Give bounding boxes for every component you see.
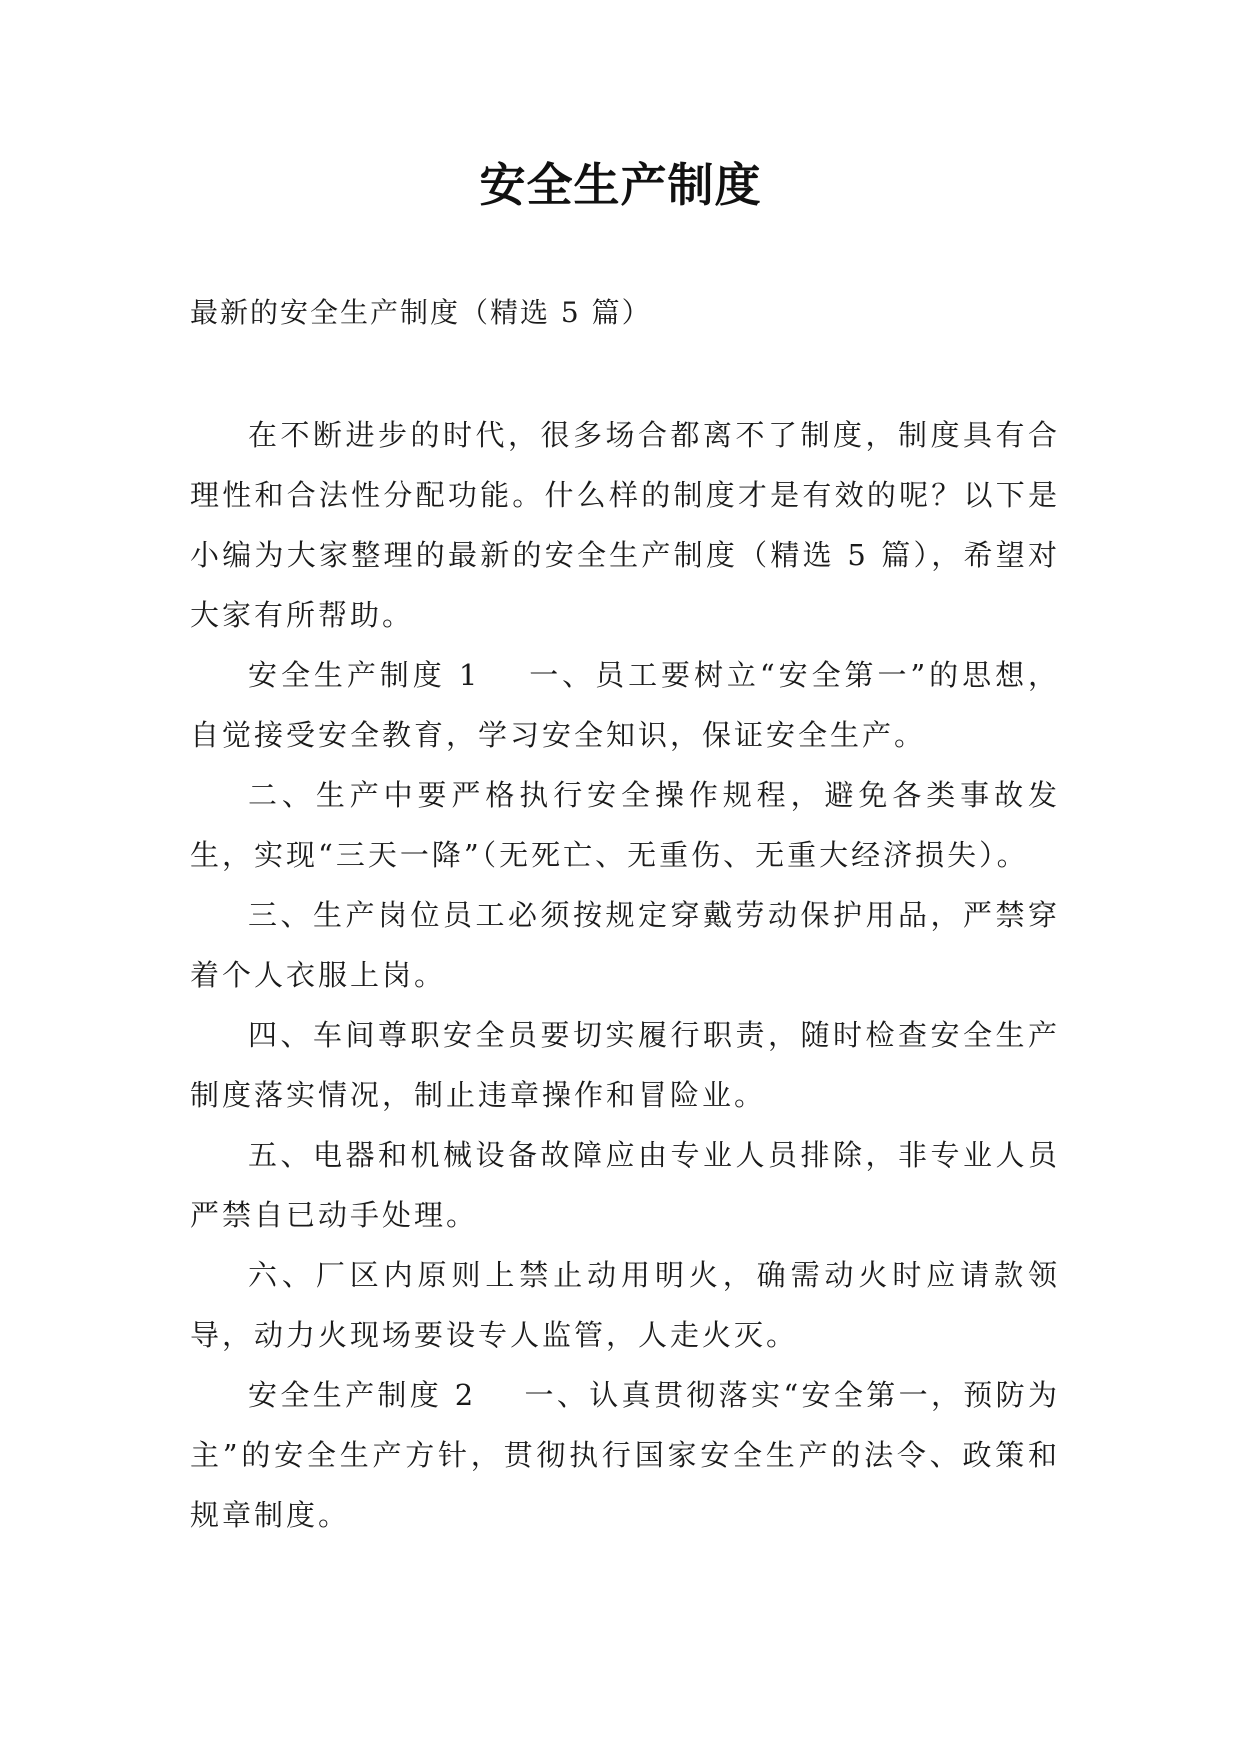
paragraph-text: 一、认真贯彻落实“安全第一，预防为主”的安全生产方针，贯彻执行国家安全生产的法令、政策和规章制度。: [190, 1378, 1061, 1532]
section-1-paragraph-3: [190, 885, 1060, 1005]
section-1-paragraph-2: [190, 765, 1060, 885]
document-title: 安全生产制度: [479, 158, 762, 212]
section-1-paragraph-5: [190, 1125, 1060, 1245]
paragraph-text: 四、车间尊职安全员要切实履行职责，随时检查安全生产制度落实情况，制止违章操作和冒险业。: [190, 1018, 1060, 1112]
section-2-paragraph-1: [190, 1365, 1060, 1545]
section-heading: 安全生产制度 2: [248, 1378, 477, 1412]
paragraph-text: 一、员工要树立“安全第一”的思想，自觉接受安全教育，学习安全知识，保证安全生产。: [190, 658, 1061, 752]
paragraph-text: 二、生产中要严格执行安全操作规程，避免各类事故发生，实现“三天一降”（无死亡、无重伤、无重大经济损失）。: [190, 778, 1060, 872]
paragraph-text: 六、厂区内原则上禁止动用明火，确需动火时应请款领导，动力火现场要设专人监管，人走火灭。: [190, 1258, 1060, 1352]
section-1-paragraph-4: [190, 1005, 1060, 1125]
section-1-paragraph-1: [190, 645, 1060, 765]
section-heading: 安全生产制度 1: [248, 658, 481, 692]
document-subtitle: 最新的安全生产制度（精选 5 篇）: [190, 296, 652, 329]
paragraph-text: 五、电器和机械设备故障应由专业人员排除，非专业人员严禁自已动手处理。: [190, 1138, 1060, 1232]
paragraph-text: 在不断进步的时代，很多场合都离不了制度，制度具有合理性和合法性分配功能。什么样的制度才是有效的呢？以下是小编为大家整理的最新的安全生产制度（精选 5 篇），希望对大家有所帮助。: [190, 418, 1060, 632]
document-body: [190, 405, 1060, 1545]
section-1-paragraph-6: [190, 1245, 1060, 1365]
intro-paragraph: [190, 405, 1060, 645]
paragraph-text: 三、生产岗位员工必须按规定穿戴劳动保护用品，严禁穿着个人衣服上岗。: [190, 898, 1060, 992]
